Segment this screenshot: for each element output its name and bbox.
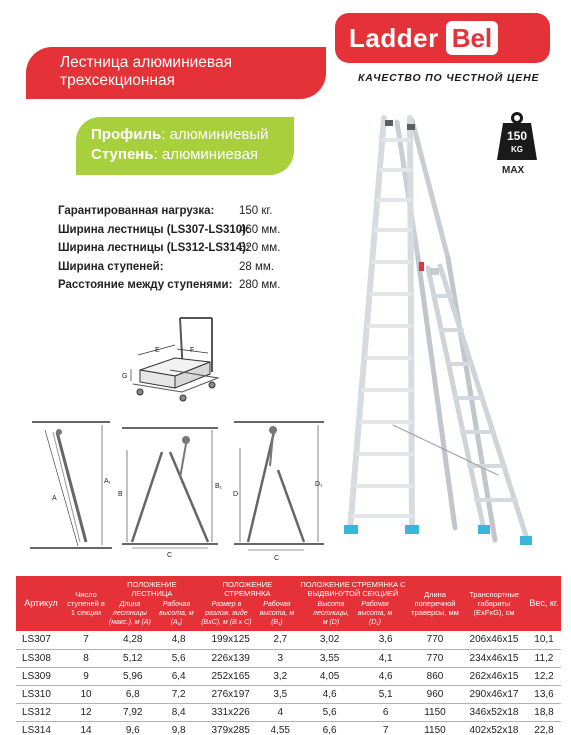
- table-cell: 3,2: [264, 667, 297, 685]
- label-e: E: [155, 347, 160, 354]
- label-a: A: [52, 495, 57, 502]
- table-cell: 7,92: [106, 703, 160, 721]
- header-length-max: Длина лестницы (макс.), м (A): [108, 601, 151, 626]
- table-cell: 1150: [409, 703, 461, 721]
- header-article: Артикул: [24, 598, 58, 608]
- table-cell: LS314: [16, 721, 66, 735]
- transport-box-diagram: [131, 318, 218, 401]
- logo-ladder-text: Ladder: [349, 22, 439, 53]
- header-working-height: Рабочая высота, м (A₁): [159, 601, 194, 626]
- label-d1: D₁: [315, 481, 323, 488]
- table-cell: 11,2: [527, 649, 561, 667]
- spec-value: 460 мм.: [239, 223, 281, 236]
- group-stepladder-title: ПОЛОЖЕНИЕ СТРЕМЯНКА: [222, 580, 273, 598]
- table-cell: 4,6: [362, 667, 409, 685]
- weight-max-label: MAX: [502, 165, 525, 176]
- table-cell: 5,12: [106, 649, 160, 667]
- table-cell: 5,96: [106, 667, 160, 685]
- table-cell: 8,4: [160, 703, 198, 721]
- table-row: [16, 649, 561, 667]
- table-row: [16, 703, 561, 721]
- header-group-stepladder: [198, 576, 297, 631]
- label-c-stepladder: C: [167, 552, 173, 559]
- ladder-position-diagram: [30, 422, 112, 548]
- table-cell: 379x285: [198, 721, 264, 735]
- table-cell: 12,2: [527, 667, 561, 685]
- table-cell: LS310: [16, 685, 66, 703]
- table-cell: LS307: [16, 631, 66, 649]
- table-cell: 6: [362, 703, 409, 721]
- step-value: : алюминиевая: [153, 146, 259, 163]
- profile-key: Профиль: [91, 126, 162, 143]
- table-cell: 3,6: [362, 631, 409, 649]
- title-line1: Лестница алюминиевая: [60, 54, 233, 71]
- table-cell: 4,05: [297, 667, 362, 685]
- spec-key: Ширина лестницы (LS307-LS310):: [58, 223, 250, 236]
- table-cell: 290x46x17: [461, 685, 527, 703]
- table-cell: 7: [66, 631, 106, 649]
- table-cell: 7,2: [160, 685, 198, 703]
- table-cell: 4,8: [160, 631, 198, 649]
- label-c-extended: C: [274, 555, 280, 562]
- table-cell: 234x46x15: [461, 649, 527, 667]
- stepladder-position-diagram: [122, 428, 218, 548]
- spec-key: Ширина лестницы (LS312-LS314):: [58, 242, 250, 254]
- table-cell: 13,6: [527, 685, 561, 703]
- table-header-row: [16, 576, 561, 631]
- table-row: [16, 631, 561, 649]
- spec-key: Расстояние между ступенями:: [58, 279, 233, 291]
- table-cell: 8: [66, 649, 106, 667]
- table-cell: 860: [409, 667, 461, 685]
- header-transport: Транспортные габариты (ExFxG), см: [469, 590, 519, 617]
- table-cell: 6,8: [106, 685, 160, 703]
- table-cell: 331x226: [198, 703, 264, 721]
- table-cell: 22,8: [527, 721, 561, 735]
- table-cell: 276x197: [198, 685, 264, 703]
- table-cell: 6,4: [160, 667, 198, 685]
- table-cell: 4,55: [264, 721, 297, 735]
- label-b: B: [118, 491, 123, 498]
- header-height-d: Высота лестницы, м (D): [313, 601, 349, 626]
- table-row: [16, 685, 561, 703]
- spec-value: 520 мм.: [239, 242, 281, 254]
- group-ladder-title: ПОЛОЖЕНИЕ ЛЕСТНИЦА: [127, 580, 177, 598]
- table-cell: 3,55: [297, 649, 362, 667]
- header-working-height-b1: Рабочая высота, м (B₁): [259, 601, 295, 626]
- weight-unit: KG: [511, 145, 523, 154]
- spec-key: Ширина ступеней:: [58, 260, 164, 273]
- table-row: [16, 667, 561, 685]
- header-steps: Число ступеней в 1 секции: [67, 590, 105, 617]
- extended-stepladder-diagram: [234, 422, 324, 550]
- header-traverse: Длина поперечной траверсы, мм: [411, 590, 459, 617]
- step-key: Ступень: [91, 146, 154, 163]
- table-cell: 10: [66, 685, 106, 703]
- table-cell: 10,1: [527, 631, 561, 649]
- table-cell: 402x52x18: [461, 721, 527, 735]
- spec-key: Гарантированная нагрузка:: [58, 205, 215, 217]
- table-cell: LS312: [16, 703, 66, 721]
- label-d: D: [233, 491, 239, 498]
- table-cell: 4,28: [106, 631, 160, 649]
- table-cell: 960: [409, 685, 461, 703]
- table-cell: 346x52x18: [461, 703, 527, 721]
- table-row: [16, 721, 561, 735]
- table-cell: 206x46x15: [461, 631, 527, 649]
- table-cell: LS308: [16, 649, 66, 667]
- table-cell: 6,6: [297, 721, 362, 735]
- table-cell: 9: [66, 667, 106, 685]
- profile-value: : алюминиевый: [161, 126, 269, 143]
- label-g: G: [122, 373, 128, 380]
- table-cell: 5,1: [362, 685, 409, 703]
- spec-value: 28 мм.: [239, 260, 274, 273]
- header-size-unfolded: Размер в разлож. виде (BxC), м (B x C): [201, 601, 252, 626]
- table-cell: 4: [264, 703, 297, 721]
- group-extended-title: ПОЛОЖЕНИЕ СТРЕМЯНКА С ВЫДВИНУТОЙ СЕКЦИЕЙ: [300, 580, 406, 598]
- header-working-height-d1: Рабочая высота, м (D₁): [357, 601, 393, 626]
- table-cell: 3: [264, 649, 297, 667]
- weight-value: 150: [506, 129, 528, 143]
- table-cell: 12: [66, 703, 106, 721]
- header-group-extended: [297, 576, 409, 631]
- title-line2: трехсекционная: [60, 72, 176, 89]
- table-cell: 770: [409, 631, 461, 649]
- label-b1: B₁: [215, 483, 223, 490]
- table-cell: 3,5: [264, 685, 297, 703]
- label-a1: A₁: [104, 478, 112, 485]
- table-cell: LS309: [16, 667, 66, 685]
- table-cell: 4,1: [362, 649, 409, 667]
- header-weight: Вес, кг.: [529, 598, 559, 608]
- table-cell: 7: [362, 721, 409, 735]
- table-cell: 9,8: [160, 721, 198, 735]
- logo-bel-text: Bel: [446, 21, 498, 55]
- label-f: F: [190, 347, 195, 354]
- table-cell: 252x165: [198, 667, 264, 685]
- spec-value: 280 мм.: [239, 279, 281, 291]
- table-cell: 18,8: [527, 703, 561, 721]
- spec-table: [16, 576, 561, 735]
- table-cell: 4,6: [297, 685, 362, 703]
- table-cell: 9,6: [106, 721, 160, 735]
- table-cell: 5,6: [160, 649, 198, 667]
- table-cell: 5,6: [297, 703, 362, 721]
- table-cell: 770: [409, 649, 461, 667]
- ladder-product-image: [344, 118, 532, 545]
- spec-value: 150 кг.: [239, 205, 273, 217]
- table-cell: 226x139: [198, 649, 264, 667]
- slogan: КАЧЕСТВО ПО ЧЕСТНОЙ ЦЕНЕ: [358, 72, 540, 84]
- table-cell: 1150: [409, 721, 461, 735]
- table-cell: 199x125: [198, 631, 264, 649]
- table-cell: 2,7: [264, 631, 297, 649]
- table-cell: 3,02: [297, 631, 362, 649]
- table-cell: 14: [66, 721, 106, 735]
- header-group-ladder: [106, 576, 198, 631]
- table-cell: 262x46x15: [461, 667, 527, 685]
